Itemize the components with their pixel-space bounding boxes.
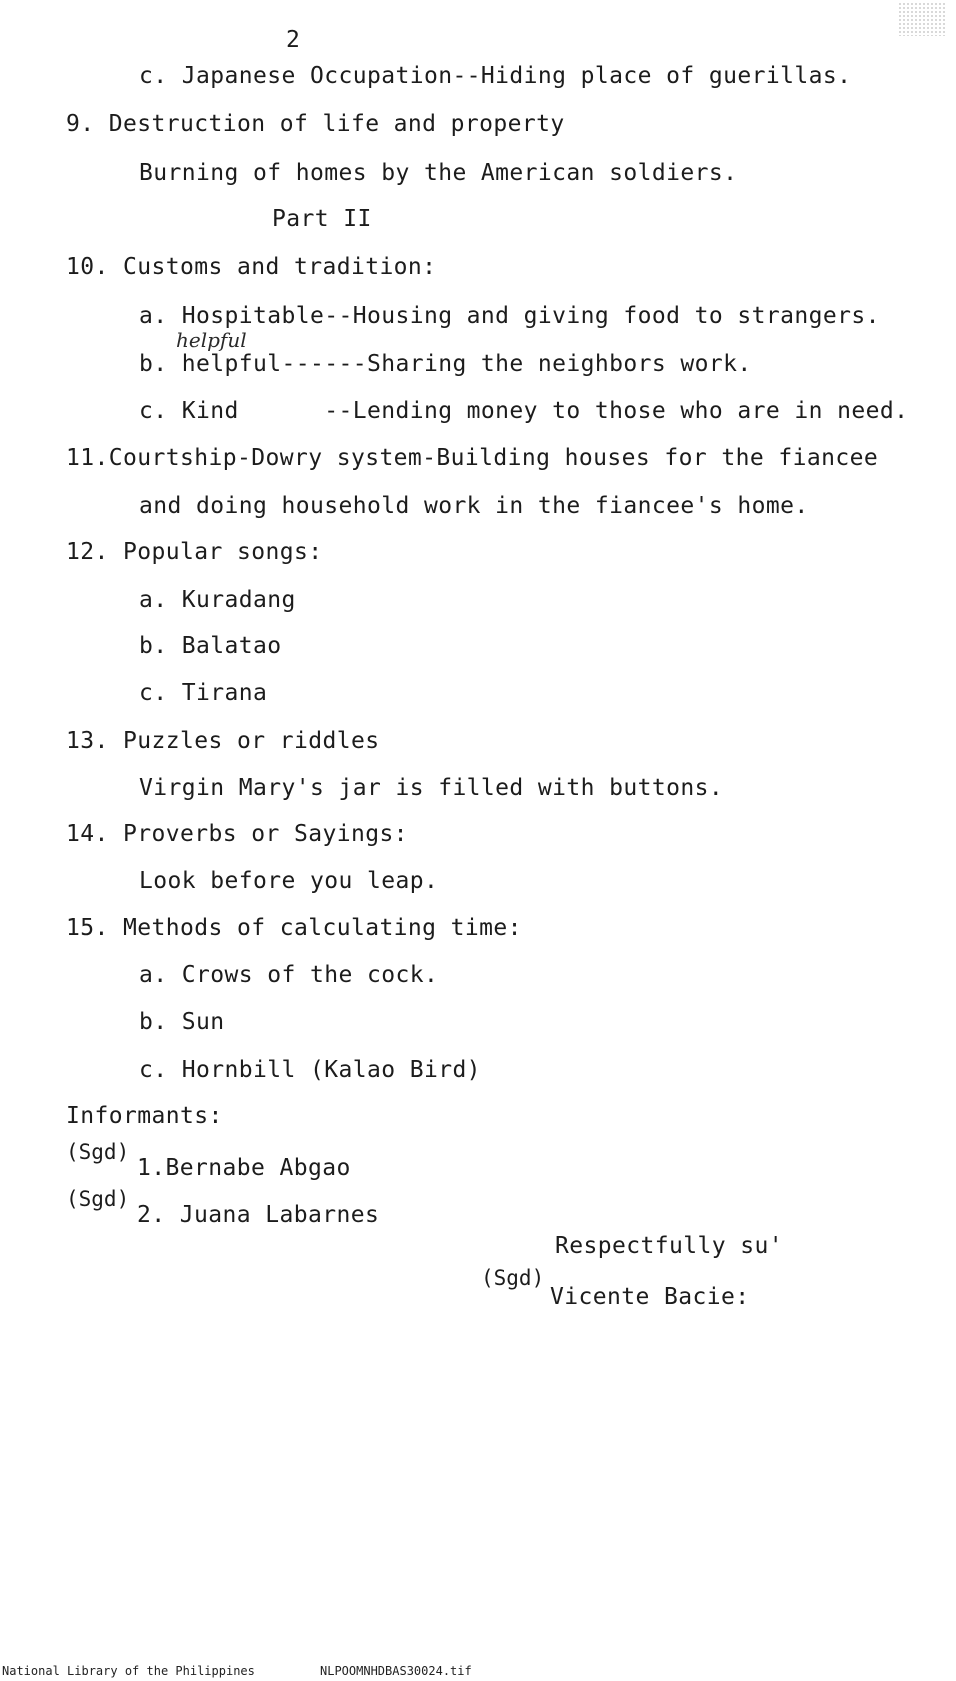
- item-9-text: Burning of homes by the American soldiers.: [139, 160, 738, 186]
- informant-1-sgd: (Sgd): [66, 1140, 130, 1164]
- item-15c: c. Hornbill (Kalao Bird): [139, 1057, 481, 1083]
- item-14-text: Look before you leap.: [139, 868, 439, 894]
- item-15b: b. Sun: [139, 1009, 225, 1035]
- closing: Respectfully su': [555, 1233, 783, 1259]
- item-12-heading: 12. Popular songs:: [66, 539, 323, 565]
- signer-sgd: (Sgd): [481, 1266, 545, 1290]
- handwritten-correction: helpful: [176, 328, 247, 352]
- page-number: 2: [286, 27, 301, 53]
- item-14-heading: 14. Proverbs or Sayings:: [66, 821, 408, 847]
- footer-library: National Library of the Philippines: [2, 1664, 255, 1678]
- item-9-heading: 9. Destruction of life and property: [66, 111, 565, 137]
- signer: Vicente Bacie:: [550, 1284, 750, 1310]
- informant-2: 2. Juana Labarnes: [137, 1202, 380, 1228]
- item-15-heading: 15. Methods of calculating time:: [66, 915, 522, 941]
- informant-1: 1.Bernabe Abgao: [137, 1155, 351, 1181]
- part-heading: Part II: [272, 206, 372, 232]
- item-11-line1: 11.Courtship-Dowry system-Building houses for the fiancee: [66, 445, 879, 471]
- item-13-text: Virgin Mary's jar is filled with buttons.: [139, 775, 724, 801]
- item-11-line2: and doing household work in the fiancee's home.: [139, 493, 809, 519]
- item-12a: a. Kuradang: [139, 587, 296, 613]
- item-12b: b. Balatao: [139, 633, 282, 659]
- informants-heading: Informants:: [66, 1103, 223, 1129]
- item-13-heading: 13. Puzzles or riddles: [66, 728, 380, 754]
- item-10a: a. Hospitable--Housing and giving food to strangers.: [139, 303, 880, 329]
- scan-speckle: [898, 2, 946, 36]
- item-10b: b. helpful------Sharing the neighbors work.: [139, 351, 752, 377]
- item-10c: c. Kind --Lending money to those who are in need.: [139, 398, 909, 424]
- item-12c: c. Tirana: [139, 680, 268, 706]
- item-10-heading: 10. Customs and tradition:: [66, 254, 437, 280]
- item-15a: a. Crows of the cock.: [139, 962, 439, 988]
- footer-file: NLPOOMNHDBAS30024.tif: [320, 1664, 472, 1678]
- informant-2-sgd: (Sgd): [66, 1187, 130, 1211]
- item-8c: c. Japanese Occupation--Hiding place of guerillas.: [139, 63, 852, 89]
